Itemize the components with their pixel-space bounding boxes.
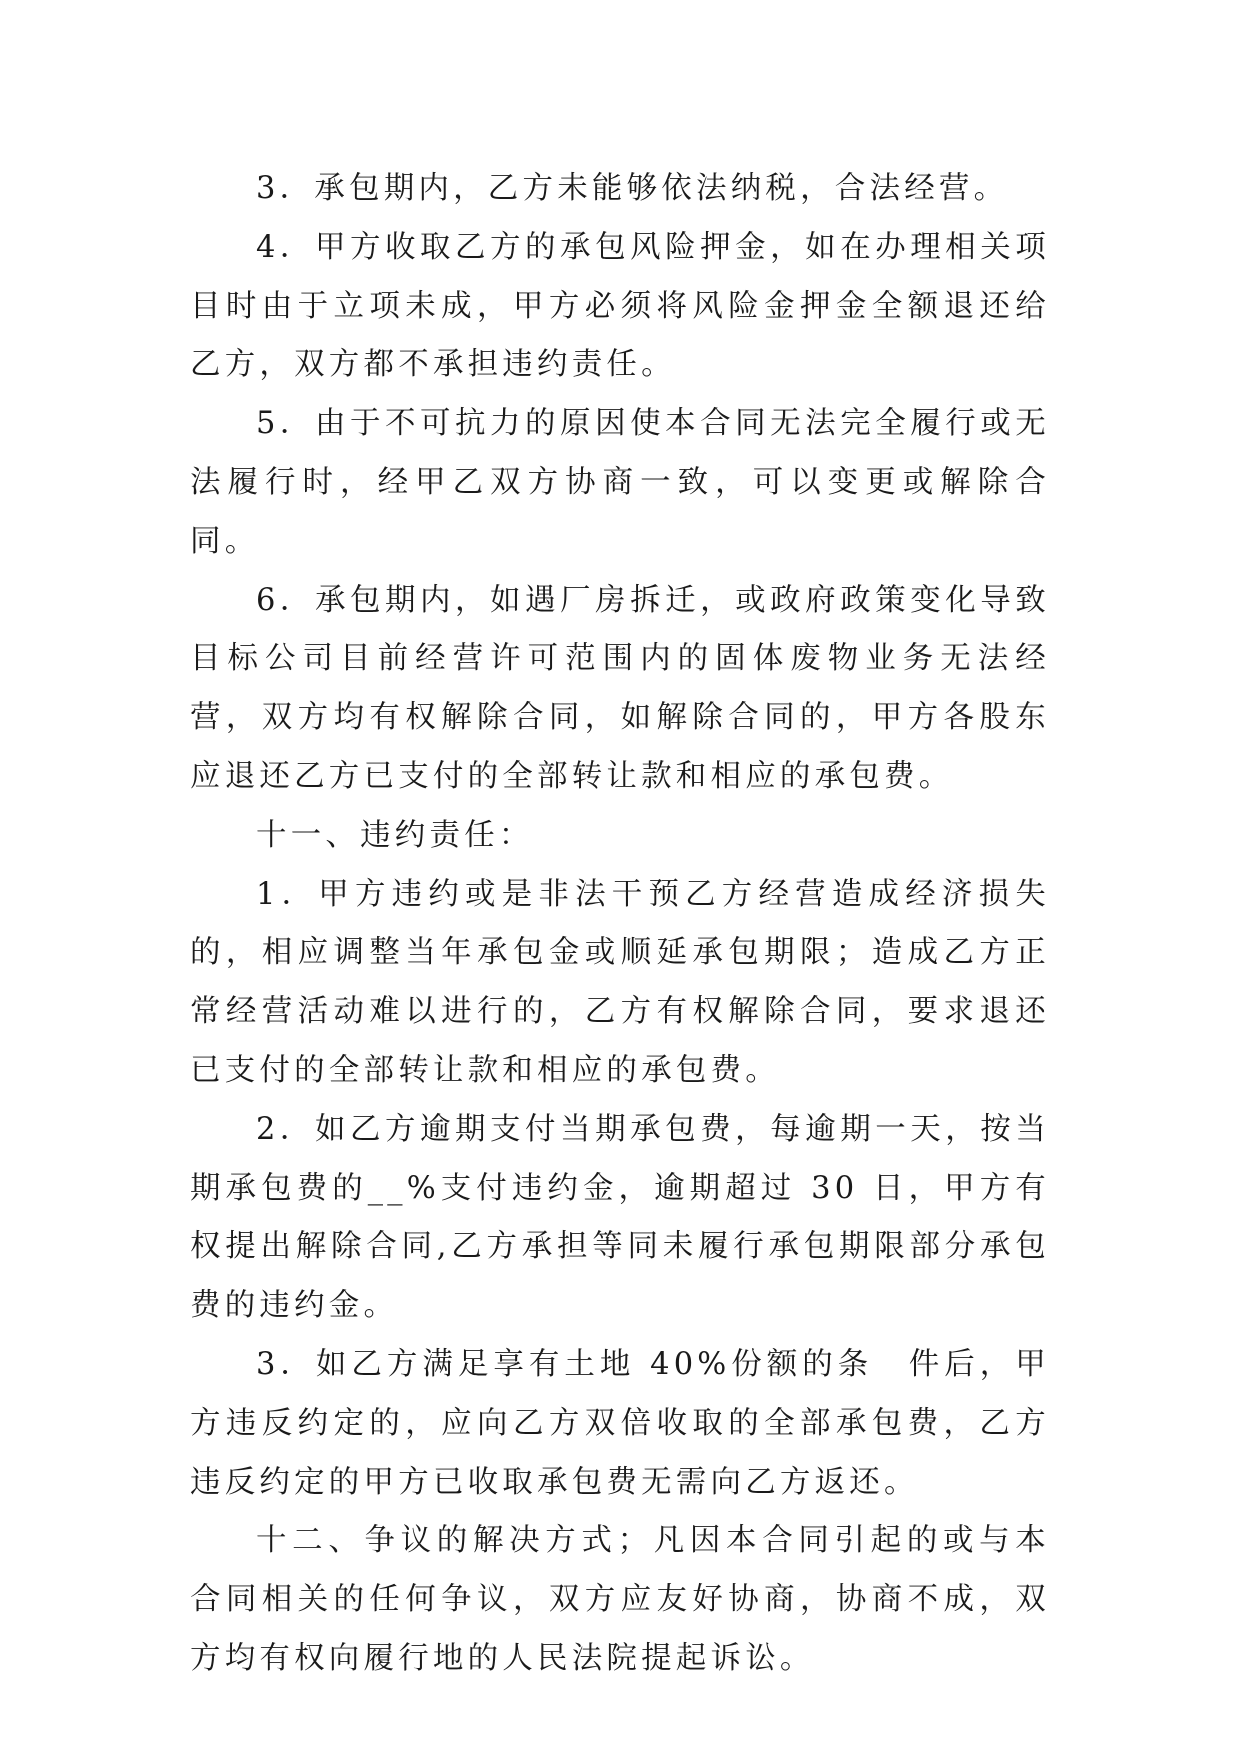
clause-3-tax: 3．承包期内，乙方未能够依法纳税，合法经营。	[256, 171, 1009, 206]
clause-4-deposit: 4．甲方收取乙方的承包风险押金，如在办理相关项目时由于立项未成，甲方必须将风险金押金全额退还给乙方，双方都不承担违约责任。	[190, 229, 1050, 383]
section-11-heading: 十一、违约责任：	[256, 817, 534, 853]
section-12-dispute-resolution: 十二、争议的解决方式；凡因本合同引起的或与本合同相关的任何争议，双方应友好协商，协商不成，双方均有权向履行地的人民法院提起诉讼。	[190, 1523, 1050, 1676]
clause-11-2-late-payment: 2．如乙方逾期支付当期承包费，每逾期一天，按当期承包费的__%支付违约金，逾期超过 30 日，甲方有权提出解除合同,乙方承担等同未履行承包期限部分承包费的违约金。	[190, 1111, 1050, 1324]
clause-5-force-majeure: 5．由于不可抗力的原因使本合同无法完全履行或无法履行时，经甲乙双方协商一致，可以变更或解除合同。	[190, 406, 1050, 559]
clause-11-1-party-a-breach: 1．甲方违约或是非法干预乙方经营造成经济损失的，相应调整当年承包金或顺延承包期限；造成乙方正常经营活动难以进行的，乙方有权解除合同，要求退还已支付的全部转让款和相应的承包费。	[190, 876, 1050, 1088]
document-body	[190, 160, 1050, 1689]
clause-11-3-land-share: 3．如乙方满足享有土地 40%份额的条 件后，甲方违反约定的，应向乙方双倍收取的全部承包费，乙方违反约定的甲方已收取承包费无需向乙方返还。	[190, 1346, 1050, 1500]
clause-6-demolition: 6．承包期内，如遇厂房拆迁，或政府政策变化导致目标公司目前经营许可范围内的固体废物业务无法经营，双方均有权解除合同，如解除合同的，甲方各股东应退还乙方已支付的全部转让款和相应的承包费。	[190, 582, 1050, 794]
